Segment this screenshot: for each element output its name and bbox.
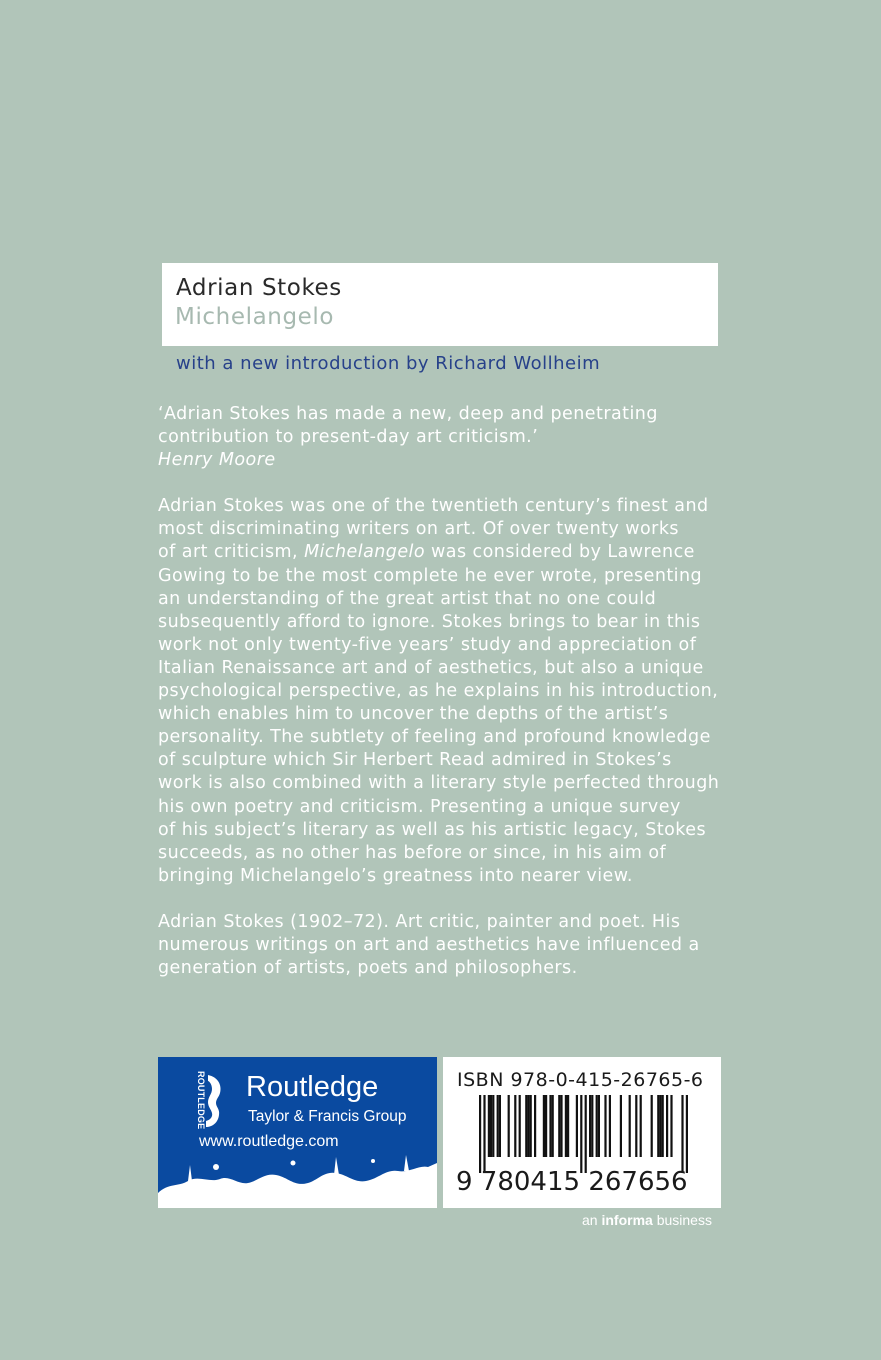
barcode-bar [534, 1095, 536, 1157]
bio-block [158, 911, 728, 980]
informa-footer [582, 1212, 712, 1228]
barcode-bar [558, 1095, 560, 1157]
publisher-logo-block [158, 1057, 437, 1208]
isbn-label: ISBN 978-0-415-26765-6 [457, 1069, 704, 1091]
barcode-bar [497, 1095, 499, 1157]
barcode-bar [508, 1095, 510, 1157]
description-line: of his subject’s literary as well as his artistic legacy, Stokes [158, 819, 707, 840]
description-line: bringing Michelangelo’s greatness into nearer view. [158, 865, 633, 886]
barcode-bar [681, 1095, 683, 1173]
ink-splash-decoration [158, 1153, 437, 1208]
barcode-bar [549, 1095, 551, 1157]
informa-suffix: business [652, 1212, 712, 1228]
barcode-bar [609, 1095, 611, 1157]
barcode-bar [479, 1095, 481, 1173]
barcode-bar [580, 1095, 582, 1173]
informa-brand: informa [601, 1212, 653, 1228]
barcode-bar [576, 1095, 578, 1157]
barcode-bar [651, 1095, 653, 1157]
barcode-bar [629, 1095, 631, 1157]
bio-line: numerous writings on art and aesthetics have influenced a [158, 934, 700, 955]
barcode-bar [585, 1095, 587, 1173]
description-line: Italian Renaissance art and of aesthetics, but also a unique [158, 657, 704, 678]
barcode-bar [659, 1095, 661, 1157]
barcode-bar [545, 1095, 547, 1157]
description-line: of sculpture which Sir Herbert Read admired in Stokes’s [158, 750, 672, 771]
subtitle: with a new introduction by Richard Wollheim [176, 353, 601, 374]
barcode-bar [560, 1095, 562, 1157]
barcode-bar [596, 1095, 598, 1157]
title-box [162, 263, 718, 346]
barcode-bar [604, 1095, 606, 1157]
back-cover-blurb [158, 403, 728, 1003]
bio-line: Adrian Stokes (1902–72). Art critic, painter and poet. His [158, 911, 681, 932]
barcode-bar [635, 1095, 637, 1157]
barcode-block [443, 1057, 721, 1208]
description-line: Gowing to be the most complete he ever wrote, presenting [158, 565, 703, 586]
publisher-group: Taylor & Francis Group [248, 1108, 407, 1125]
description-line: his own poetry and criticism. Presenting a unique survey [158, 796, 681, 817]
barcode-digits: 9 780415 267656 [456, 1167, 688, 1197]
description-line: psychological perspective, as he explains in his introduction, [158, 681, 719, 702]
book-title: Michelangelo [175, 304, 335, 330]
description-line: work is also combined with a literary style perfected through [158, 773, 720, 794]
barcode-bar [514, 1095, 516, 1157]
description-line [158, 541, 728, 564]
barcode-bar [492, 1095, 494, 1157]
barcode-bar [543, 1095, 545, 1157]
barcode-bar [591, 1095, 593, 1157]
quote-block [158, 403, 728, 472]
description-line: most discriminating writers on art. Of over twenty works [158, 519, 679, 540]
description-line: subsequently afford to ignore. Stokes brings to bear in this [158, 611, 701, 632]
barcode-bar [666, 1095, 668, 1157]
description-text: of art criticism, [158, 542, 305, 563]
barcode-bar [567, 1095, 569, 1157]
quote-attribution: Henry Moore [158, 450, 276, 471]
barcode-bar [589, 1095, 591, 1157]
barcode-bar [499, 1095, 501, 1157]
routledge-head-icon [186, 1071, 226, 1131]
description-line: which enables him to uncover the depths of the artist’s [158, 704, 669, 725]
quote-line: contribution to present-day art criticism.’ [158, 427, 539, 448]
barcode-bar [598, 1095, 600, 1157]
barcode-bar [519, 1095, 521, 1157]
description-line: personality. The subtlety of feeling and profound knowledge [158, 727, 711, 748]
barcode-bar [657, 1095, 659, 1157]
description-line: succeeds, as no other has before or since, in his aim of [158, 842, 667, 863]
description-italic-title: Michelangelo [304, 542, 426, 563]
publisher-url: www.routledge.com [199, 1133, 339, 1150]
publisher-name: Routledge [246, 1071, 379, 1103]
description-text: was considered by Lawrence [425, 542, 695, 563]
informa-prefix: an [582, 1212, 602, 1228]
barcode-bar [670, 1095, 672, 1157]
barcode-bar [620, 1095, 622, 1157]
author-name: Adrian Stokes [176, 275, 342, 301]
description-block [158, 495, 728, 888]
vertical-logo-text: ROUTLEDGE [196, 1071, 206, 1130]
barcode-bar [525, 1095, 527, 1157]
quote-line: ‘Adrian Stokes has made a new, deep and penetrating [158, 404, 658, 424]
barcode-bar [488, 1095, 490, 1157]
description-line: Adrian Stokes was one of the twentieth century’s finest and [158, 496, 709, 517]
barcode-bar [483, 1095, 485, 1173]
barcode-bar [530, 1095, 532, 1157]
barcode-bar [527, 1095, 529, 1157]
barcode-bar [552, 1095, 554, 1157]
barcode-bar [490, 1095, 492, 1157]
barcode-bar [565, 1095, 567, 1157]
description-line: work not only twenty-five years’ study and appreciation of [158, 634, 697, 655]
barcode-bar [640, 1095, 642, 1157]
bio-line: generation of artists, poets and philosophers. [158, 958, 578, 979]
barcode-bar [662, 1095, 664, 1157]
description-line: an understanding of the great artist that no one could [158, 588, 657, 609]
barcode-bar [686, 1095, 688, 1173]
